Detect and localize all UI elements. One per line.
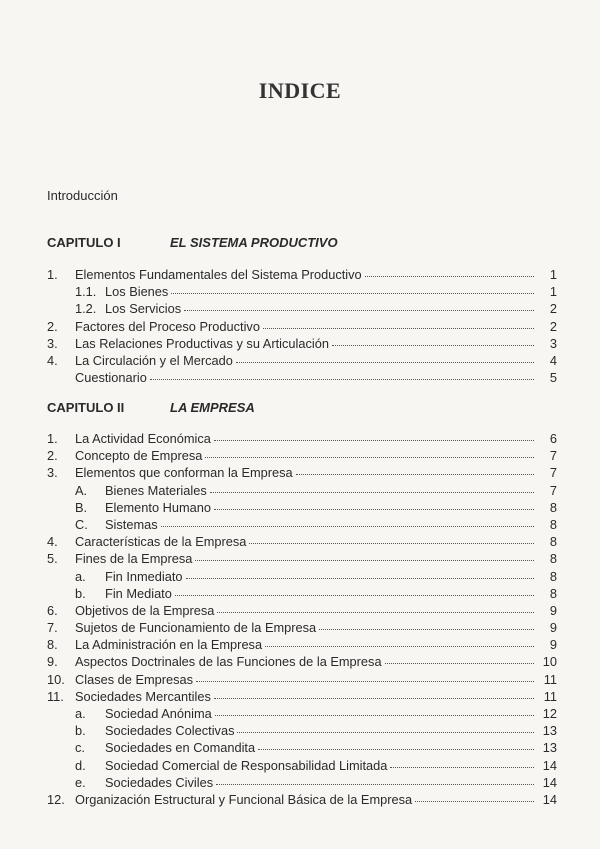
dot-leader — [263, 316, 534, 329]
toc-entry-number: 2. — [47, 448, 58, 464]
toc-entry-page: 2 — [549, 301, 557, 317]
toc-entry-page: 14 — [542, 774, 557, 790]
toc-entry-page: 13 — [542, 723, 557, 739]
dot-leader — [205, 445, 534, 458]
chapter-1-number: CAPITULO I — [47, 235, 121, 250]
toc-entry-page: 6 — [549, 431, 557, 446]
toc-entry-number: 8. — [47, 637, 58, 653]
toc-entry-label: Concepto de Empresa — [75, 448, 203, 464]
toc-entry-page: 7 — [549, 482, 557, 498]
toc-entry-label: Sociedades Mercantiles — [75, 688, 211, 704]
dot-leader — [385, 651, 534, 664]
dot-leader — [390, 755, 534, 768]
toc-entry-page: 9 — [549, 602, 557, 618]
dot-leader — [161, 514, 534, 527]
dot-leader — [210, 480, 534, 493]
toc-entry-page: 8 — [549, 499, 557, 515]
dot-leader — [296, 462, 534, 475]
dot-leader — [237, 720, 534, 733]
introduction-entry: Introducción — [47, 188, 118, 203]
toc-entry-page: 8 — [549, 568, 557, 584]
dot-leader — [214, 497, 534, 510]
dot-leader — [217, 600, 534, 613]
toc-entry-number: 3. — [47, 465, 58, 481]
toc-entry-page: 7 — [549, 465, 557, 481]
toc-entry-label: Sociedades Civiles — [105, 774, 214, 790]
toc-entry-number: 1.2. — [75, 301, 97, 317]
toc-entry-number: b. — [75, 585, 86, 601]
toc-entry-page: 9 — [549, 637, 557, 653]
toc-entry-label: Los Bienes — [105, 284, 169, 300]
chapter-1-name: EL SISTEMA PRODUCTIVO — [170, 235, 338, 250]
dot-leader — [216, 772, 534, 785]
toc-entry-page: 9 — [549, 620, 557, 636]
toc-entry-number: b. — [75, 723, 86, 739]
dot-leader — [215, 703, 534, 716]
toc-entry-label: La Administración en la Empresa — [75, 637, 263, 653]
dot-leader — [214, 686, 534, 699]
dot-leader — [258, 737, 534, 750]
dot-leader — [196, 669, 534, 682]
toc-entry-number: 1. — [47, 431, 58, 446]
toc-entry-number: d. — [75, 757, 86, 773]
toc-entry — [47, 791, 557, 808]
toc-entry-page: 8 — [549, 551, 557, 567]
toc-entry-label: La Circulación y el Mercado — [75, 352, 233, 368]
toc-entry-page: 13 — [542, 740, 557, 756]
toc-entry-page: 8 — [549, 516, 557, 532]
toc-entry-label: Los Servicios — [105, 301, 182, 317]
toc-entry-page: 8 — [549, 534, 557, 550]
toc-entry-label: Sistemas — [105, 516, 158, 532]
toc-entry-label: Elementos que conforman la Empresa — [75, 465, 293, 481]
dot-leader — [195, 548, 534, 561]
dot-leader — [236, 350, 534, 363]
toc-entry-number: 1. — [47, 267, 58, 282]
toc-entry-label: Factores del Proceso Productivo — [75, 318, 260, 334]
toc-entry-label: Elemento Humano — [105, 499, 211, 515]
toc-entry-page: 14 — [542, 757, 557, 773]
chapter-2-heading — [47, 400, 255, 415]
toc-entry — [47, 369, 557, 386]
toc-entry-page: 2 — [549, 318, 557, 334]
dot-leader — [265, 634, 534, 647]
toc-entry-page: 7 — [549, 448, 557, 464]
dot-leader — [150, 367, 534, 380]
toc-entry-number: 6. — [47, 602, 58, 618]
toc-entry-number: e. — [75, 774, 86, 790]
toc-entry-number: A. — [75, 482, 88, 498]
toc-entry-label: Características de la Empresa — [75, 534, 247, 550]
toc-entry-label: Objetivos de la Empresa — [75, 602, 215, 618]
toc-entry-number: B. — [75, 499, 88, 515]
toc-entry-label: Fin Inmediato — [105, 568, 183, 584]
toc-entry-number: 9. — [47, 654, 58, 670]
dot-leader — [332, 333, 534, 346]
toc-entry-label: Cuestionario — [75, 370, 147, 386]
toc-entry-label: Fin Mediato — [105, 585, 172, 601]
toc-entry-label: Sociedades Colectivas — [105, 723, 235, 739]
toc-entry-label: Sociedades en Comandita — [105, 740, 256, 756]
dot-leader — [171, 281, 534, 294]
dot-leader — [415, 789, 534, 802]
toc-entry-number: 3. — [47, 335, 58, 351]
toc-entry-number: 12. — [47, 791, 65, 807]
dot-leader — [214, 428, 534, 441]
toc-entry-page: 4 — [549, 352, 557, 368]
toc-entry-label: Fines de la Empresa — [75, 551, 193, 567]
toc-entry-label: Sociedad Anónima — [105, 706, 212, 721]
dot-leader — [186, 566, 534, 579]
toc-entry-page: 1 — [549, 284, 557, 300]
chapter-2-toc — [47, 430, 557, 808]
toc-entry-number: 7. — [47, 620, 58, 636]
chapter-1-toc — [47, 266, 557, 386]
toc-entry-label: Sociedad Comercial de Responsabilidad Limitada — [105, 757, 388, 773]
dot-leader — [249, 531, 534, 544]
toc-entry-number: 4. — [47, 534, 58, 550]
chapter-2-number: CAPITULO II — [47, 400, 125, 415]
toc-entry-page: 10 — [542, 654, 557, 670]
toc-entry-label: La Actividad Económica — [75, 431, 211, 446]
toc-entry-number: a. — [75, 568, 86, 584]
dot-leader — [365, 264, 534, 277]
toc-entry-number: C. — [75, 516, 88, 532]
chapter-2-name: LA EMPRESA — [170, 400, 255, 415]
dot-leader — [175, 583, 534, 596]
toc-entry-page: 12 — [542, 706, 557, 721]
toc-entry-page: 11 — [543, 688, 557, 704]
toc-entry-number: 4. — [47, 352, 58, 368]
toc-entry-label: Bienes Materiales — [105, 482, 207, 498]
toc-entry-number: a. — [75, 706, 86, 721]
toc-entry-page: 8 — [549, 585, 557, 601]
page-title: INDICE — [258, 78, 342, 103]
toc-entry-number: 11. — [47, 688, 64, 704]
toc-entry-label: Organización Estructural y Funcional Básica de la Empresa — [75, 791, 413, 807]
toc-entry-number: 1.1. — [75, 284, 97, 300]
toc-entry-number: 5. — [47, 551, 58, 567]
toc-entry-label: Aspectos Doctrinales de las Funciones de la Empresa — [75, 654, 382, 670]
toc-entry-number: c. — [75, 740, 85, 756]
toc-entry-label: Sujetos de Funcionamiento de la Empresa — [75, 620, 317, 636]
toc-entry-page: 5 — [549, 370, 557, 386]
dot-leader — [319, 617, 534, 630]
toc-entry-number: 10. — [47, 671, 65, 687]
toc-entry-page: 3 — [549, 335, 557, 351]
toc-entry-page: 14 — [542, 791, 557, 807]
dot-leader — [184, 298, 534, 311]
toc-entry-label: Clases de Empresas — [75, 671, 194, 687]
chapter-1-heading — [47, 235, 338, 250]
toc-entry-label: Elementos Fundamentales del Sistema Productivo — [75, 267, 362, 282]
toc-entry-page: 1 — [549, 267, 557, 282]
toc-entry-label: Las Relaciones Productivas y su Articulación — [75, 335, 329, 351]
toc-entry-number: 2. — [47, 318, 58, 334]
toc-entry-page: 11 — [543, 671, 557, 687]
